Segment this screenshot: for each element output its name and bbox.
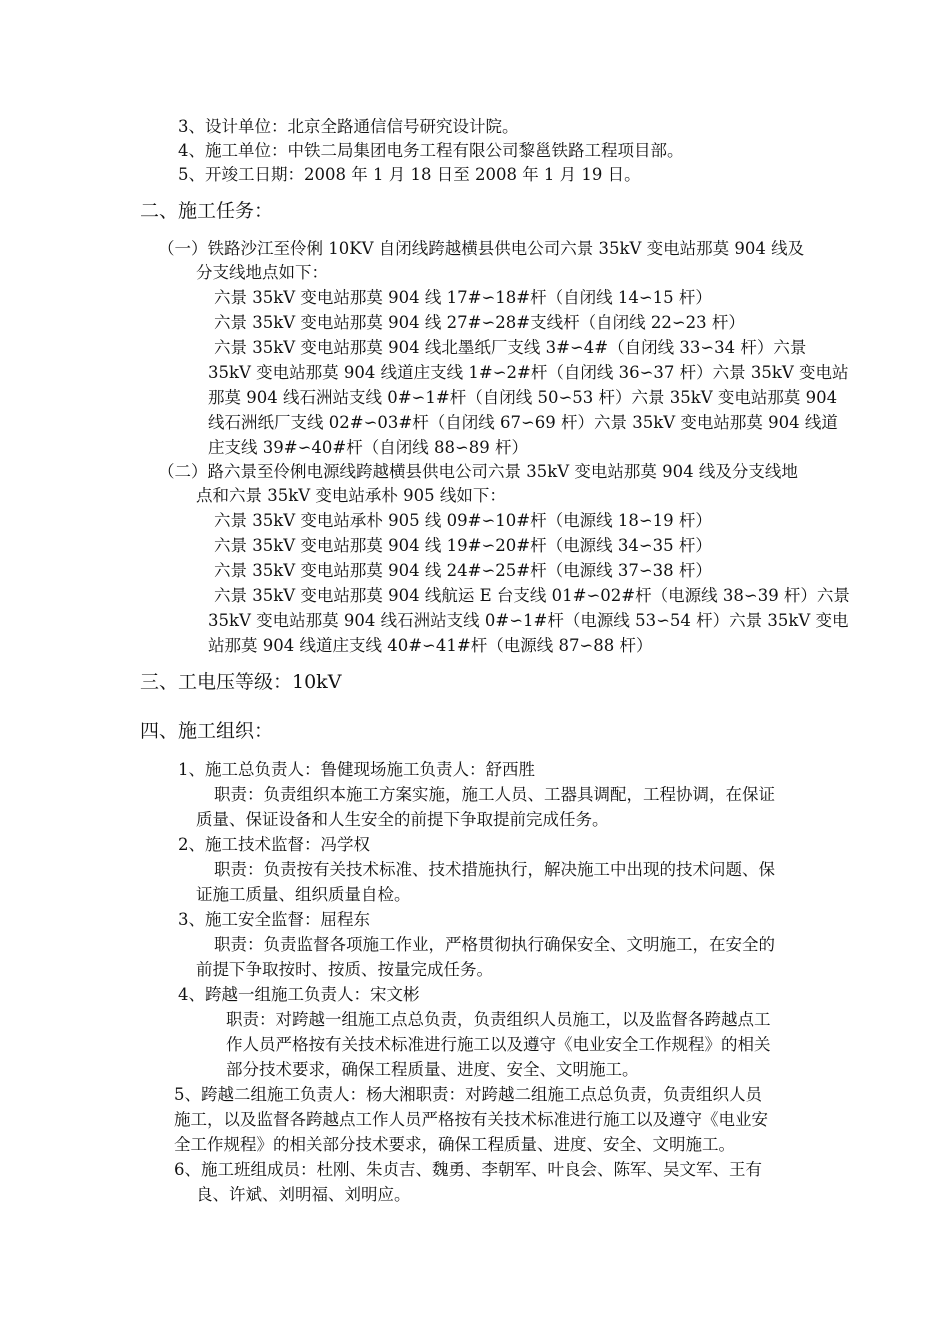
task-part1-line: 庄支线 39#∽40#杆（自闭线 88∽89 杆） bbox=[208, 438, 529, 457]
task-part2-line: 点和六景 35kV 变电站承朴 905 线如下： bbox=[196, 486, 506, 505]
task-part1-line: 分支线地点如下： bbox=[196, 263, 328, 282]
org-line: 5、跨越二组施工负责人：杨大湘职责：对跨越二组施工点总负责，负责组织人员 bbox=[174, 1085, 762, 1104]
task-part1-line: 六景 35kV 变电站那莫 904 线北墨纸厂支线 3#∽4#（自闭线 33∽34 杆）六景 bbox=[214, 338, 807, 357]
org-line: 职责：负责组织本施工方案实施，施工人员、工器具调配，工程协调，在保证 bbox=[214, 785, 775, 804]
org-line: 2、施工技术监督：冯学权 bbox=[178, 835, 370, 854]
org-line: 职责：负责监督各项施工作业，严格贯彻执行确保安全、文明施工，在安全的 bbox=[214, 935, 775, 954]
org-line: 全工作规程》的相关部分技术要求，确保工程质量、进度、安全、文明施工。 bbox=[174, 1135, 735, 1154]
org-line: 职责：对跨越一组施工点总负责，负责组织人员施工，以及监督各跨越点工 bbox=[226, 1010, 771, 1029]
org-line: 质量、保证设备和人生安全的前提下争取提前完成任务。 bbox=[196, 810, 609, 829]
org-line: 作人员严格按有关技术标准进行施工以及遵守《电业安全工作规程》的相关 bbox=[226, 1035, 771, 1054]
org-line: 3、施工安全监督：屈程东 bbox=[178, 910, 370, 929]
section-heading-voltage: 三、工电压等级：10kV bbox=[140, 671, 342, 693]
org-line: 施工，以及监督各跨越点工作人员严格按有关技术标准进行施工以及遵守《电业安 bbox=[174, 1110, 768, 1129]
task-part2-line: （二）路六景至伶俐电源线跨越横县供电公司六景 35kV 变电站那莫 904 线及分支线地 bbox=[158, 462, 798, 481]
org-line: 6、施工班组成员：杜刚、朱贞吉、魏勇、李朝军、叶良会、陈军、吴文军、王有 bbox=[174, 1160, 762, 1179]
org-line: 前提下争取按时、按质、按量完成任务。 bbox=[196, 960, 493, 979]
org-line: 1、施工总负责人：鲁健现场施工负责人：舒西胜 bbox=[178, 760, 535, 779]
task-part2-line: 六景 35kV 变电站那莫 904 线航运 E 台支线 01#∽02#杆（电源线 38∽39 杆）六景 bbox=[214, 586, 850, 605]
org-line: 良、许斌、刘明福、刘明应。 bbox=[196, 1185, 411, 1204]
task-part1-line: 线石洲纸厂支线 02#∽03#杆（自闭线 67∽69 杆）六景 35kV 变电站那莫 904 线道 bbox=[208, 413, 838, 432]
construction-unit-line: 4、施工单位：中铁二局集团电务工程有限公司黎邕铁路工程项目部。 bbox=[178, 141, 684, 160]
task-part1-line: （一）铁路沙江至伶俐 10KV 自闭线跨越横县供电公司六景 35kV 变电站那莫 904 线及 bbox=[158, 239, 805, 258]
construction-dates-line: 5、开竣工日期：2008 年 1 月 18 日至 2008 年 1 月 19 日。 bbox=[178, 165, 641, 184]
task-part2-line: 六景 35kV 变电站承朴 905 线 09#∽10#杆（电源线 18∽19 杆） bbox=[214, 511, 712, 530]
task-part1-line: 六景 35kV 变电站那莫 904 线 27#∽28#支线杆（自闭线 22∽23 杆） bbox=[214, 313, 745, 332]
task-part1-line: 35kV 变电站那莫 904 线道庄支线 1#∽2#杆（自闭线 36∽37 杆）六景 35kV 变电站 bbox=[208, 363, 849, 382]
org-line: 证施工质量、组织质量自检。 bbox=[196, 885, 411, 904]
task-part2-line: 六景 35kV 变电站那莫 904 线 19#∽20#杆（电源线 34∽35 杆） bbox=[214, 536, 712, 555]
section-heading-organization: 四、施工组织： bbox=[140, 720, 274, 742]
task-part2-line: 35kV 变电站那莫 904 线石洲站支线 0#∽1#杆（电源线 53∽54 杆）六景 35kV 变电 bbox=[208, 611, 849, 630]
section-heading-tasks: 二、施工任务： bbox=[140, 200, 274, 222]
task-part2-line: 六景 35kV 变电站那莫 904 线 24#∽25#杆（电源线 37∽38 杆） bbox=[214, 561, 712, 580]
task-part2-line: 站那莫 904 线道庄支线 40#∽41#杆（电源线 87∽88 杆） bbox=[208, 636, 653, 655]
org-line: 职责：负责按有关技术标准、技术措施执行，解决施工中出现的技术问题、保 bbox=[214, 860, 775, 879]
task-part1-line: 六景 35kV 变电站那莫 904 线 17#∽18#杆（自闭线 14∽15 杆） bbox=[214, 288, 712, 307]
org-line: 部分技术要求，确保工程质量、进度、安全、文明施工。 bbox=[226, 1060, 639, 1079]
org-line: 4、跨越一组施工负责人：宋文彬 bbox=[178, 985, 420, 1004]
design-unit-line: 3、设计单位：北京全路通信信号研究设计院。 bbox=[178, 117, 519, 136]
task-part1-line: 那莫 904 线石洲站支线 0#∽1#杆（自闭线 50∽53 杆）六景 35kV 变电站那莫 904 bbox=[208, 388, 838, 407]
